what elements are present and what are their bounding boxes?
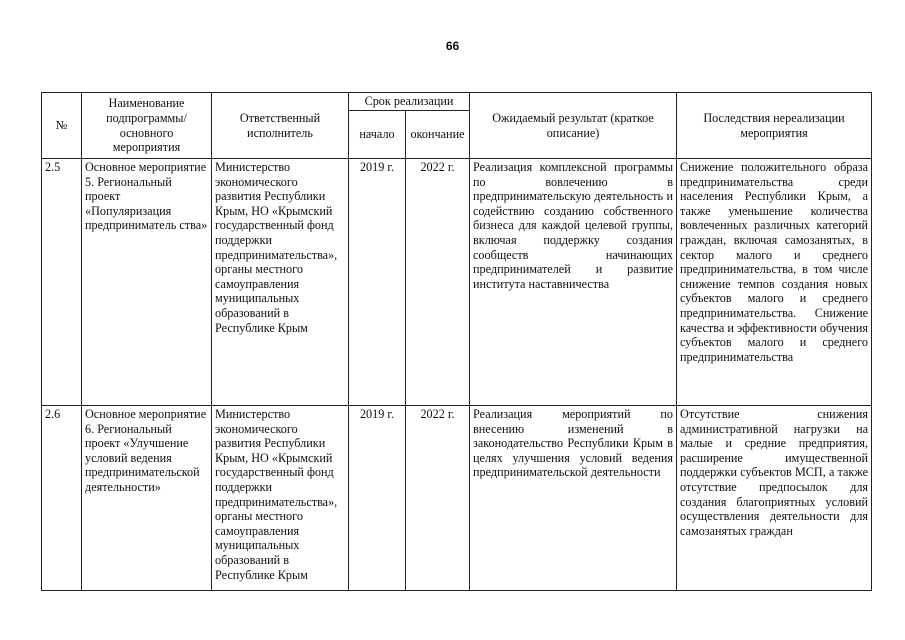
row-num: 2.6 (42, 406, 82, 591)
row-start: 2019 г. (349, 406, 406, 591)
page-number: 66 (445, 39, 460, 53)
row-end: 2022 г. (406, 406, 470, 591)
row-name: Основное мероприятие 5. Региональный проект «Популяризация предприниматель ства» (82, 159, 212, 406)
row-num: 2.5 (42, 159, 82, 406)
header-consequences: Последствия нереализации мероприятия (677, 93, 872, 159)
header-name: Наименование подпрограммы/ основного мероприятия (82, 93, 212, 159)
header-responsible: Ответственный исполнитель (212, 93, 349, 159)
row-consequences: Снижение положительного образа предпринимательства среди населения Республики Крым, а также уменьшение количества вовлеченных различных категорий граждан, включая самозанятых, в сектор малого и среднего предпринимательства, в том числе снижение темпов создания новых субъектов малого и среднего предпринимательства. Снижение качества и эффективности обучения субъектов малого и среднего предпринимательства (677, 159, 872, 406)
row-result: Реализация комплексной программы по вовлечению в предпринимательскую деятельность и содействию созданию собственного бизнеса для каждой целевой группы, включая поддержку создания сообществ начинающих предпринимателей и развитие института наставничества (470, 159, 677, 406)
header-term: Срок реализации (349, 93, 470, 111)
header-num: № (42, 93, 82, 159)
header-end: окончание (406, 111, 470, 159)
row-responsible: Министерство экономического развития Республики Крым, НО «Крымский государственный фонд поддержки предпринимательства», органы местного самоуправления муниципальных образований в Республике Крым (212, 406, 349, 591)
row-responsible: Министерство экономического развития Республики Крым, НО «Крымский государственный фонд поддержки предпринимательства», органы местного самоуправления муниципальных образований в Республике Крым (212, 159, 349, 406)
row-name: Основное мероприятие 6. Региональный проект «Улучшение условий ведения предпринимательской деятельности» (82, 406, 212, 591)
program-table (41, 92, 872, 591)
table-row (42, 159, 872, 406)
row-result: Реализация мероприятий по внесению изменений в законодательство Республики Крым в целях улучшения условий ведения предпринимательской деятельности (470, 406, 677, 591)
row-end: 2022 г. (406, 159, 470, 406)
table-row (42, 406, 872, 591)
row-start: 2019 г. (349, 159, 406, 406)
header-result: Ожидаемый результат (краткое описание) (470, 93, 677, 159)
row-consequences: Отсутствие снижения административной нагрузки на малые и средние предприятия, расширение имущественной поддержки субъектов МСП, а также отсутствие предпосылок для создания благоприятных условий осуществления деятельности для самозанятых граждан (677, 406, 872, 591)
header-start: начало (349, 111, 406, 159)
